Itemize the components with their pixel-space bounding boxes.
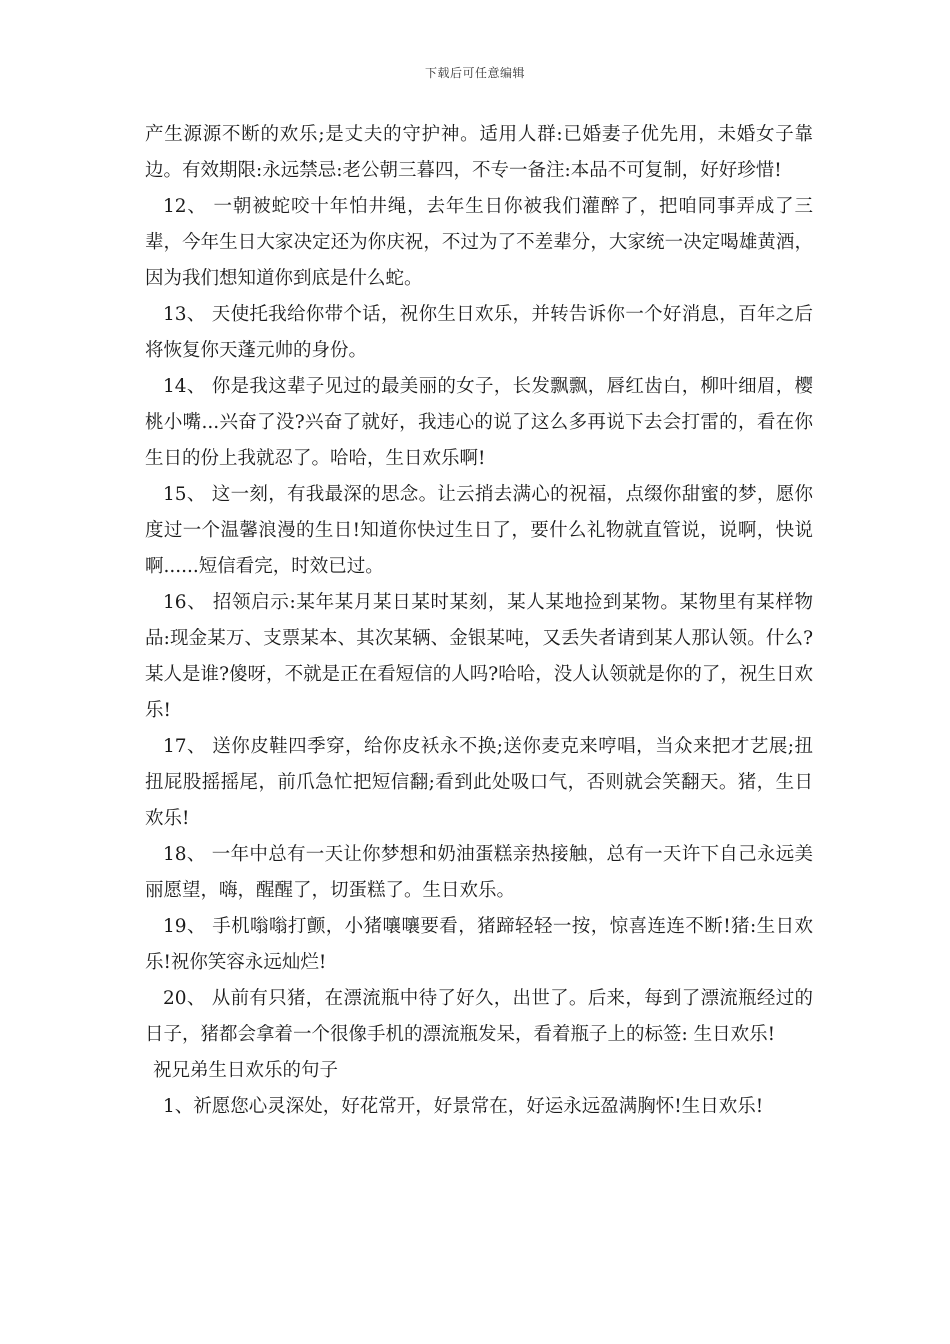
paragraph-item-12: 12、 一朝被蛇咬十年怕井绳，去年生日你被我们灌醉了，把咱同事弄成了三辈，今年生日大家决定还为你庆祝，不过为了不差辈分，大家统一决定喝雄黄酒，因为我们想知道你到底是什么蛇。 — [145, 196, 813, 289]
paragraph-item-18: 18、 一年中总有一天让你梦想和奶油蛋糕亲热接触，总有一天许下自己永远美丽愿望，嗨，醒醒了，切蛋糕了。生日欢乐。 — [145, 844, 813, 901]
paragraph-item-14: 14、 你是我这辈子见过的最美丽的女子，长发飘飘，唇红齿白，柳叶细眉，樱桃小嘴...兴奋了没?兴奋了就好，我违心的说了这么多再说下去会打雷的，看在你生日的份上我就忍了。哈哈，生日欢乐啊! — [145, 376, 813, 469]
paragraph-item-15: 15、 这一刻，有我最深的思念。让云捎去满心的祝福，点缀你甜蜜的梦，愿你度过一个温馨浪漫的生日!知道你快过生日了，要什么礼物就直管说，说啊，快说啊......短信看完，时效已过。 — [145, 484, 813, 577]
paragraph-item-1: 1、祈愿您心灵深处，好花常开，好景常在，好运永远盈满胸怀!生日欢乐! — [163, 1096, 764, 1117]
paragraph-item-20: 20、 从前有只猪，在漂流瓶中待了好久，出世了。后来，每到了漂流瓶经过的日子，猪都会拿着一个很像手机的漂流瓶发呆，看着瓶子上的标签: 生日欢乐! — [145, 988, 813, 1045]
document-body — [145, 117, 813, 1125]
paragraph-item-16: 16、 招领启示:某年某月某日某时某刻，某人某地捡到某物。某物里有某样物品:现金某万、支票某本、其次某辆、金银某吨，又丢失者请到某人那认领。什么?某人是谁?傻呀，不就是正在看短信的人吗?哈哈，没人认领就是你的了，祝生日欢乐! — [145, 592, 813, 721]
paragraph-item-17: 17、 送你皮鞋四季穿，给你皮袄永不换;送你麦克来哼唱，当众来把才艺展;扭扭屁股摇摇尾，前爪急忙把短信翻;看到此处吸口气，否则就会笑翻天。猪，生日欢乐! — [145, 736, 813, 829]
paragraph-item-13: 13、 天使托我给你带个话，祝你生日欢乐，并转告诉你一个好消息，百年之后将恢复你天蓬元帅的身份。 — [145, 304, 813, 361]
page-header-note: 下载后可任意编辑 — [424, 66, 525, 80]
section-heading: 祝兄弟生日欢乐的句子 — [153, 1060, 339, 1081]
paragraph-continuation: 产生源源不断的欢乐;是丈夫的守护神。适用人群:已婚妻子优先用，未婚女子靠边。有效期限:永远禁忌:老公朝三暮四，不专一备注:本品不可复制，好好珍惜! — [145, 124, 813, 181]
paragraph-item-19: 19、 手机嗡嗡打颤，小猪嚷嚷要看，猪蹄轻轻一按，惊喜连连不断!猪:生日欢乐!祝你笑容永远灿烂! — [145, 916, 813, 973]
